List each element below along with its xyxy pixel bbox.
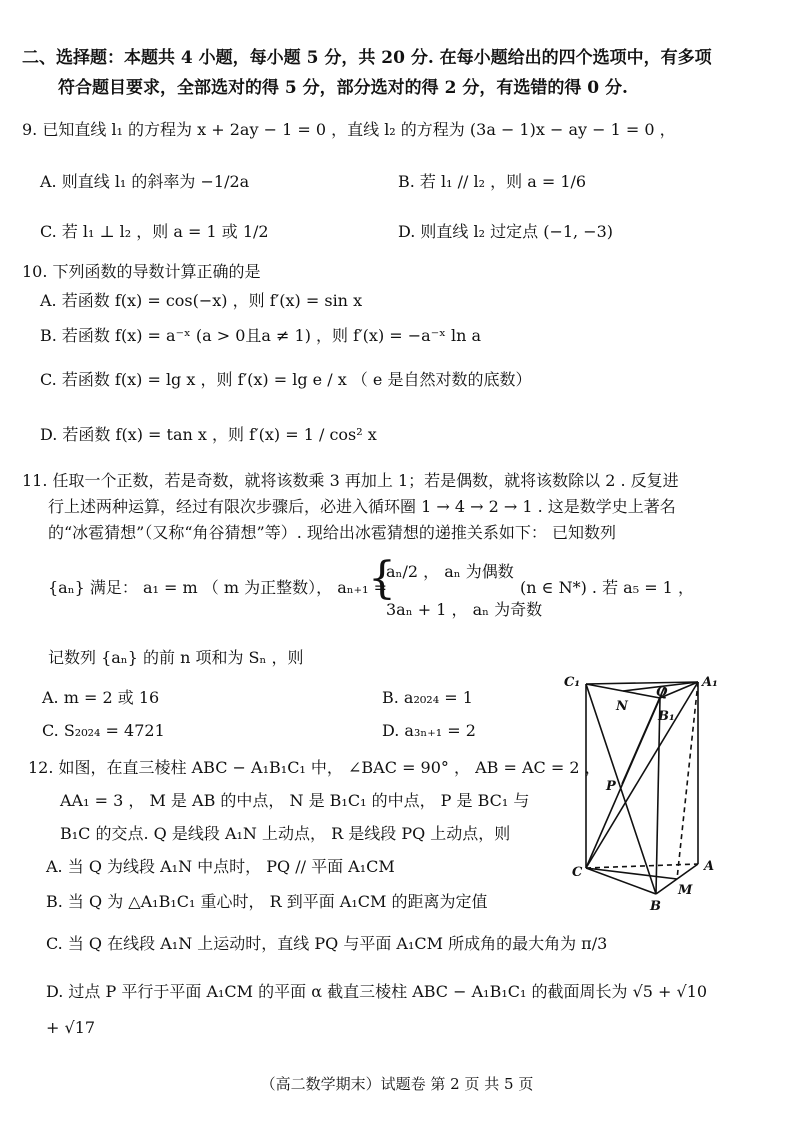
q11-option-d: D. a₃ₙ₊₁ = 2	[382, 721, 476, 740]
q12-option-b: B. 当 Q 为 △A₁B₁C₁ 重心时， R 到平面 A₁CM 的距离为定值	[46, 892, 488, 911]
q12-option-a: A. 当 Q 为线段 A₁N 中点时， PQ // 平面 A₁CM	[46, 857, 395, 876]
q10-option-b: B. 若函数 f(x) = a⁻ˣ (a > 0且a ≠ 1) ，则 f′(x) = −a⁻ˣ ln a	[40, 326, 482, 345]
line-a1-c	[586, 682, 698, 868]
label-c1: C₁	[564, 675, 581, 690]
q11-line2: 行上述两种运算，经过有限次步骤后，必进入循环圈 1 → 4 → 2 → 1 . 这是数学史上著名	[48, 497, 676, 516]
q11-option-b: B. a₂₀₂₄ = 1	[382, 688, 473, 707]
page-footer: （高二数学期末）试题卷 第 2 页 共 5 页	[260, 1075, 534, 1093]
q9-option-b: B. 若 l₁ // l₂ ，则 a = 1/6	[398, 172, 587, 191]
label-c: C	[572, 865, 583, 880]
q10-option-c: C. 若函数 f(x) = lg x ，则 f′(x) = lg e / x （ e 是自然对数的底数）	[40, 370, 532, 389]
label-p: P	[606, 779, 616, 794]
q12-line3: B₁C 的交点. Q 是线段 A₁N 上动点， R 是线段 PQ 上动点，则	[60, 824, 511, 843]
section-header-line2: 符合题目要求，全部选对的得 5 分，部分选对的得 2 分，有选错的得 0 分.	[58, 78, 628, 98]
label-m: M	[678, 883, 693, 898]
q10-stem: 10. 下列函数的导数计算正确的是	[22, 262, 261, 281]
section-header-line1: 二、选择题：本题共 4 小题，每小题 5 分，共 20 分. 在每小题给出的四个选项中，有多项	[22, 48, 712, 68]
label-a: A	[704, 859, 715, 874]
q9-option-d: D. 则直线 l₂ 过定点 (−1, −3)	[398, 222, 614, 241]
label-n: N	[616, 699, 628, 714]
line-p-q	[622, 688, 664, 784]
label-q: Q	[656, 685, 668, 700]
edge-c-a	[586, 864, 698, 868]
q12-option-c: C. 当 Q 在线段 A₁N 上运动时，直线 PQ 与平面 A₁CM 所成角的最大角为 π/3	[46, 934, 608, 953]
q11-line5: 记数列 {aₙ} 的前 n 项和为 Sₙ ，则	[48, 648, 304, 667]
label-a1: A₁	[702, 675, 718, 690]
q12-option-d-line1: D. 过点 P 平行于平面 A₁CM 的平面 α 截直三棱柱 ABC − A₁B₁C₁ 的截面周长为 √5 + √10	[46, 982, 708, 1001]
q9-stem: 9. 已知直线 l₁ 的方程为 x + 2ay − 1 = 0 ，直线 l₂ 的方程为 (3a − 1)x − ay − 1 = 0 ，	[22, 120, 676, 139]
q12-option-d-line2: + √17	[46, 1018, 96, 1037]
q10-option-a: A. 若函数 f(x) = cos(−x) ，则 f′(x) = sin x	[40, 291, 363, 310]
q11-case-odd: 3aₙ + 1 ， aₙ 为奇数	[386, 600, 543, 619]
q9-option-c: C. 若 l₁ ⊥ l₂ ，则 a = 1 或 1/2	[40, 222, 269, 241]
q11-line4-right: (n ∈ N*) . 若 a₅ = 1 ，	[520, 578, 694, 597]
q12-line1: 12. 如图，在直三棱柱 ABC − A₁B₁C₁ 中， ∠BAC = 90° ， AB = AC = 2 ，	[28, 758, 601, 777]
q9-option-a: A. 则直线 l₁ 的斜率为 −1/2a	[40, 172, 250, 191]
piecewise-brace: {	[368, 553, 396, 604]
label-b: B	[650, 899, 661, 914]
q11-line4-left: {aₙ} 满足： a₁ = m （ m 为正整数）， aₙ₊₁ =	[48, 578, 388, 597]
q11-option-c: C. S₂₀₂₄ = 4721	[42, 721, 165, 740]
label-b1: B₁	[658, 709, 675, 724]
q12-line2: AA₁ = 3 ， M 是 AB 的中点， N 是 B₁C₁ 的中点， P 是 BC₁ 与	[60, 791, 530, 810]
q11-line1: 11. 任取一个正数，若是奇数，就将该数乘 3 再加上 1；若是偶数，就将该数除以 2 . 反复进	[22, 471, 679, 490]
q11-case-even: aₙ/2 ， aₙ 为偶数	[386, 562, 514, 581]
q11-option-a: A. m = 2 或 16	[42, 688, 160, 707]
q11-line3: 的“冰雹猜想”（又称“角谷猜想”等）. 现给出冰雹猜想的递推关系如下： 已知数列	[48, 523, 616, 542]
prism-figure	[560, 668, 760, 918]
q10-option-d: D. 若函数 f(x) = tan x ，则 f′(x) = 1 / cos² x	[40, 425, 377, 444]
